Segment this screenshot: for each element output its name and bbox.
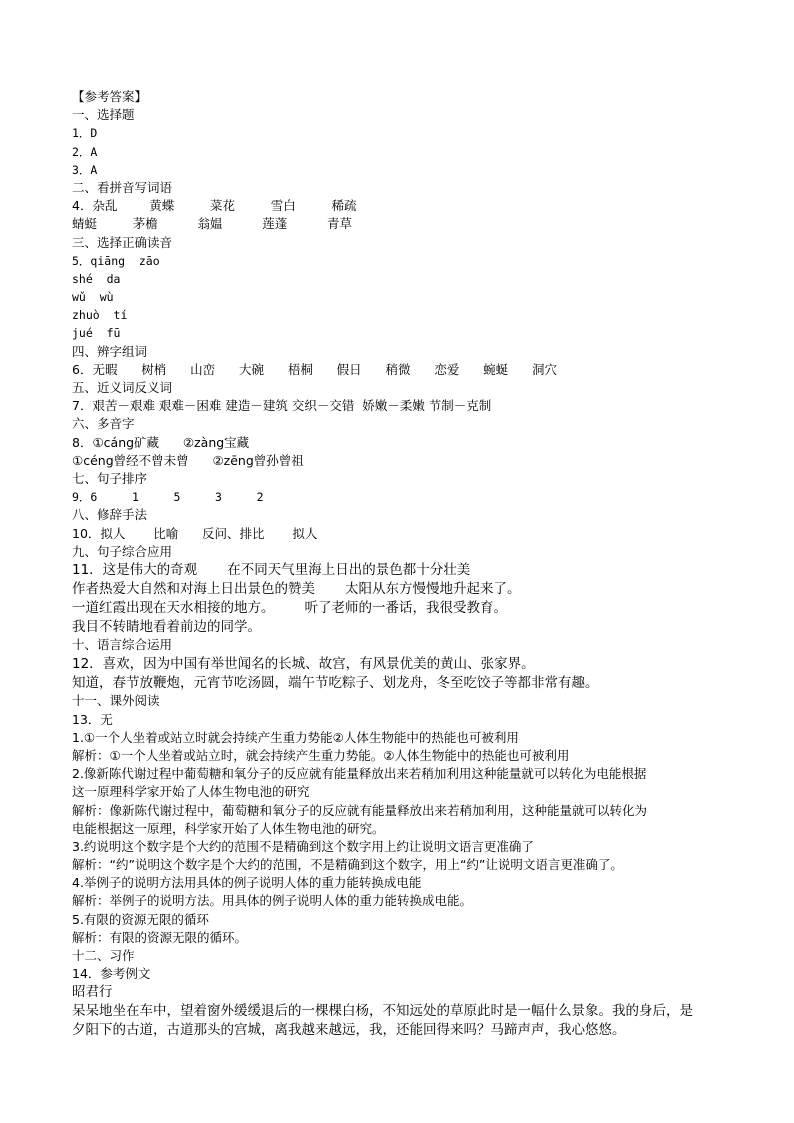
analysis-line: 解析：举例子的说明方法。用具体的例子说明人体的重力能转换成电能。 — [72, 893, 473, 909]
section-10 — [72, 636, 722, 692]
answer-line: zhuò tí — [72, 308, 128, 323]
section-8 — [72, 506, 722, 542]
answer-line: jué fū — [72, 326, 121, 341]
answer-line: 2．A — [72, 144, 98, 159]
answer-line: 作者热爱大自然和对海上日出景色的赞美 太阳从东方慢慢地升起来了。 — [72, 580, 521, 597]
answer-line: 5．qiāng zāo — [72, 253, 160, 268]
answer-line: 7．艰苦－艰难 艰难－困难 建造－建筑 交织－交错 娇嫩－柔嫩 节制－克制 — [72, 398, 492, 414]
section-2 — [72, 179, 722, 234]
section-6 — [72, 415, 722, 470]
answer-line: 2.像新陈代谢过程中葡萄糖和氧分子的反应就有能量释放出来若稍加利用这种能量就可以转化为电能根据 — [72, 766, 647, 782]
analysis-line: 解析：有限的资源无限的循环。 — [72, 929, 248, 945]
section-title: 一、选择题 — [72, 107, 135, 123]
section-title: 八、修辞手法 — [72, 507, 148, 523]
answer-line: 1.①一个人坐着或站立时就会持续产生重力势能②人体生物能中的热能也可被利用 — [72, 729, 519, 745]
analysis-line: 解析：像新陈代谢过程中，葡萄糖和氧分子的反应就有能量释放出来若稍加利用，这种能量就可以转化为 — [72, 802, 648, 818]
answer-line: ①céng曾经不曾未曾 ②zēng曾孙曾祖 — [72, 452, 304, 468]
answer-line: 3.约说明这个数字是个大约的范围不是精确到这个数字用上约让说明文语言更准确了 — [72, 838, 534, 854]
answer-line: 8．①cáng矿藏 ②zàng宝藏 — [72, 434, 250, 450]
section-title: 九、句子综合应用 — [72, 543, 173, 559]
answer-line: 10．拟人 比喻 反问、排比 拟人 — [72, 525, 318, 541]
section-7 — [72, 470, 722, 506]
essay-line: 呆呆地坐在车中，望着窗外缓缓退后的一棵棵白杨，不知远处的草原此时是一幅什么景象。我的身后，是 — [72, 1003, 693, 1020]
answer-line: 11．这是伟大的奇观 在不同天气里海上日出的景色都十分壮美 — [72, 561, 471, 578]
answer-line: 我目不转睛地看着前边的同学。 — [72, 618, 261, 635]
section-3 — [72, 234, 722, 343]
answer-line: wǔ wù — [72, 290, 114, 305]
section-title: 十一、课外阅读 — [72, 693, 160, 709]
section-5 — [72, 379, 722, 415]
answer-line: 6．无暇 树梢 山峦 大碗 梧桐 假日 稍微 恋爱 蜿蜒 洞穴 — [72, 361, 558, 377]
analysis-line: 电能根据这一原理，科学家开始了人体生物电池的研究。 — [72, 820, 385, 836]
answer-line: 3．A — [72, 162, 98, 177]
section-title: 十、语言综合运用 — [72, 637, 173, 653]
analysis-line: 解析：①一个人坐着或站立时，就会持续产生重力势能。②人体生物能中的热能也可被利用 — [72, 747, 570, 763]
section-title: 十二、习作 — [72, 948, 135, 964]
answer-line: 4．杂乱 黄蝶 菜花 雪白 稀疏 — [72, 198, 357, 214]
section-title: 二、看拼音写词语 — [72, 179, 173, 195]
answer-line: 5.有限的资源无限的循环 — [72, 911, 209, 927]
analysis-line: 解析：“约”说明这个数字是个大约的范围，不是精确到这个数字，用上“约”让说明文语言更准确了。 — [72, 857, 623, 873]
answer-document — [72, 88, 722, 1040]
answer-line: 1．D — [72, 126, 98, 141]
answer-line: 知道，春节放鞭炮，元宵节吃汤圆，端午节吃粽子、划龙舟，冬至吃饺子等都非常有趣。 — [72, 674, 599, 691]
answer-line: 这一原理科学家开始了人体生物电池的研究 — [72, 784, 310, 800]
answer-line: 13．无 — [72, 711, 113, 727]
section-12 — [72, 947, 722, 1040]
answer-line: 9．6 1 5 3 2 — [72, 490, 264, 505]
answer-line: 4.举例子的说明方法用具体的例子说明人体的重力能转换成电能 — [72, 875, 422, 891]
section-title: 七、句子排序 — [72, 470, 148, 486]
answer-line: 一道红霞出现在天水相接的地方。 听了老师的一番话，我很受教育。 — [72, 599, 508, 616]
answer-line: 12．喜欢，因为中国有举世闻名的长城、故宫，有风景优美的黄山、张家界。 — [72, 655, 535, 672]
section-11 — [72, 692, 722, 947]
section-title: 三、选择正确读音 — [72, 234, 173, 250]
essay-title: 昭君行 — [72, 984, 113, 1001]
section-title: 四、辨字组词 — [72, 343, 148, 359]
section-9 — [72, 543, 722, 637]
section-title: 六、多音字 — [72, 416, 135, 432]
section-title: 五、近义词反义词 — [72, 380, 173, 395]
answer-line: 14．参考例文 — [72, 966, 151, 982]
answer-line: shé da — [72, 271, 121, 286]
answer-header: 【参考答案】 — [72, 89, 148, 104]
section-4 — [72, 343, 722, 379]
essay-line: 夕阳下的古道，古道那头的宫城，离我越来越远，我，还能回得来吗？马蹄声声，我心悠悠。 — [72, 1022, 626, 1039]
section-1 — [72, 106, 722, 179]
answer-line: 蜻蜓 茅檐 翁媪 莲蓬 青草 — [72, 216, 352, 232]
